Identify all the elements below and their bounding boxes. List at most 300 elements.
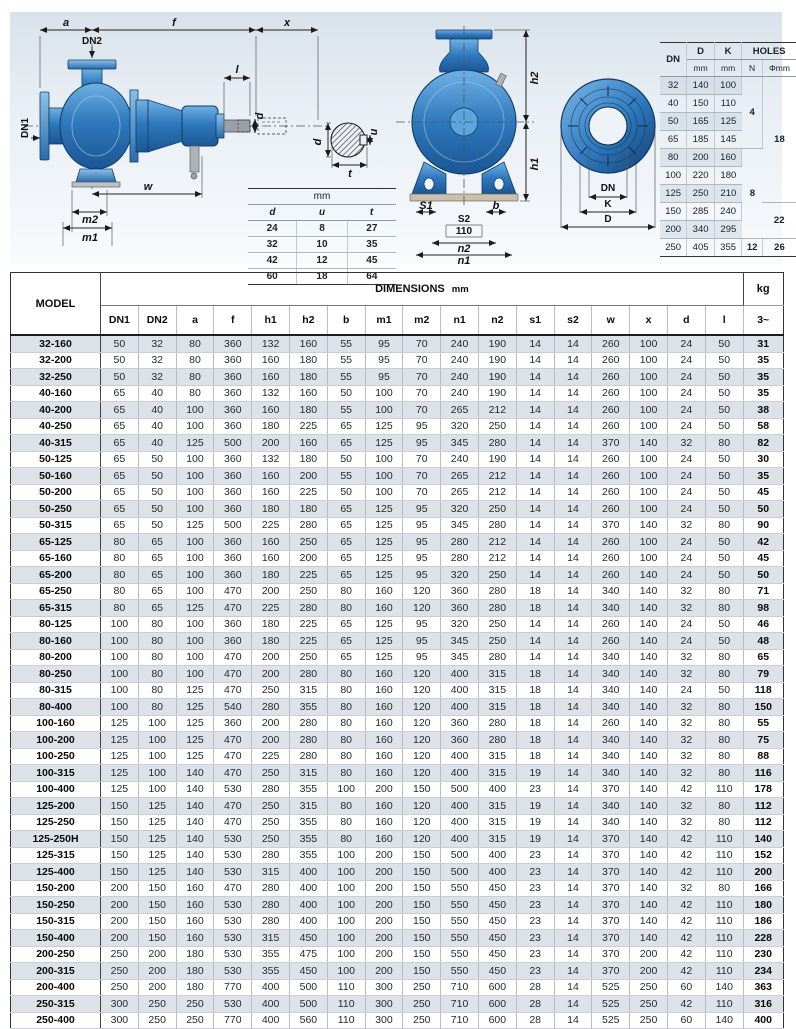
dim-cell: 470 bbox=[214, 649, 252, 666]
dim-cell: 14 bbox=[554, 765, 592, 782]
dimensions-table bbox=[10, 272, 784, 1029]
dim-cell: 32 bbox=[667, 748, 705, 765]
dim-cell: 400 bbox=[289, 897, 327, 914]
main-header-row-1 bbox=[11, 273, 784, 306]
model-cell: 200-315 bbox=[11, 963, 101, 980]
dim-cell: 300 bbox=[101, 1012, 139, 1029]
dim-cell: 355 bbox=[289, 847, 327, 864]
column-header: b bbox=[327, 306, 365, 336]
dim-cell: 14 bbox=[516, 451, 554, 468]
dim-cell: 50 bbox=[705, 418, 743, 435]
dim-cell: 125 bbox=[365, 517, 403, 534]
dim-cell: 14 bbox=[516, 484, 554, 501]
dim-cell: 42 bbox=[667, 963, 705, 980]
kg-cell: 112 bbox=[743, 798, 783, 815]
dim-cell: 140 bbox=[176, 814, 214, 831]
dim-cell: 14 bbox=[516, 550, 554, 567]
model-cell: 80-200 bbox=[11, 649, 101, 666]
dim-cell: 140 bbox=[630, 748, 668, 765]
model-cell: 150-315 bbox=[11, 913, 101, 930]
dim-cell: 470 bbox=[214, 732, 252, 749]
table-row bbox=[11, 897, 784, 914]
dim-cell: 32 bbox=[667, 880, 705, 897]
dim-cell: 150 bbox=[403, 781, 441, 798]
kg-cell: 152 bbox=[743, 847, 783, 864]
dim-cell: 180 bbox=[289, 451, 327, 468]
dim-cell: 65 bbox=[101, 517, 139, 534]
dim-cell: 250 bbox=[289, 649, 327, 666]
dim-cell: 370 bbox=[592, 880, 630, 897]
dim-cell: 18 bbox=[516, 666, 554, 683]
table-row bbox=[11, 600, 784, 617]
dim-cell: 80 bbox=[138, 699, 176, 716]
dim-cell: 260 bbox=[592, 352, 630, 369]
model-cell: 100-250 bbox=[11, 748, 101, 765]
shaft-section-drawing bbox=[312, 123, 380, 180]
dim-cell: 50 bbox=[705, 633, 743, 650]
dim-cell: 470 bbox=[214, 682, 252, 699]
dim-cell: 42 bbox=[667, 864, 705, 881]
dim-cell: 360 bbox=[214, 335, 252, 352]
dim-cell: 250 bbox=[252, 831, 290, 848]
dim-cell: 80 bbox=[101, 600, 139, 617]
kg-cell: 150 bbox=[743, 699, 783, 716]
kg-cell: 38 bbox=[743, 402, 783, 419]
dim-cell: 140 bbox=[630, 765, 668, 782]
d-cell: 405 bbox=[687, 239, 715, 257]
dim-cell: 14 bbox=[554, 963, 592, 980]
dim-cell: 250 bbox=[101, 979, 139, 996]
dim-cell: 360 bbox=[214, 352, 252, 369]
dim-cell: 560 bbox=[289, 1012, 327, 1029]
dim-cell: 55 bbox=[327, 402, 365, 419]
column-header: DN2 bbox=[138, 306, 176, 336]
table-row bbox=[11, 352, 784, 369]
column-header-n: N bbox=[742, 60, 763, 77]
dim-cell: 260 bbox=[592, 484, 630, 501]
dim-cell: 225 bbox=[289, 418, 327, 435]
dim-cell: 250 bbox=[630, 1012, 668, 1029]
dim-cell: 500 bbox=[441, 864, 479, 881]
dim-cell: 125 bbox=[101, 748, 139, 765]
dim-cell: 250 bbox=[403, 1012, 441, 1029]
dim-cell: 100 bbox=[101, 633, 139, 650]
dim-cell: 360 bbox=[214, 369, 252, 386]
dim-cell: 65 bbox=[101, 385, 139, 402]
dim-cell: 140 bbox=[630, 567, 668, 584]
model-cell: 80-250 bbox=[11, 666, 101, 683]
kg-cell: 186 bbox=[743, 913, 783, 930]
dim-cell: 140 bbox=[630, 880, 668, 897]
dim-cell: 14 bbox=[554, 781, 592, 798]
dim-cell: 50 bbox=[705, 682, 743, 699]
dim-cell: 32 bbox=[667, 600, 705, 617]
kg-cell: 79 bbox=[743, 666, 783, 683]
dim-cell: 345 bbox=[441, 649, 479, 666]
dim-cell: 225 bbox=[252, 748, 290, 765]
dim-cell: 260 bbox=[592, 402, 630, 419]
dimensions-header-text: DIMENSIONS bbox=[375, 283, 445, 295]
dim-label-n1: n1 bbox=[457, 255, 471, 267]
dim-cell: 355 bbox=[289, 814, 327, 831]
dim-cell: 60 bbox=[667, 979, 705, 996]
k-cell: 180 bbox=[714, 167, 742, 185]
dim-cell: 80 bbox=[705, 649, 743, 666]
dim-cell: 80 bbox=[176, 335, 214, 352]
dim-cell: 200 bbox=[252, 435, 290, 452]
dim-cell: 280 bbox=[252, 781, 290, 798]
dim-cell: 360 bbox=[214, 534, 252, 551]
model-cell: 80-160 bbox=[11, 633, 101, 650]
dim-cell: 160 bbox=[365, 831, 403, 848]
dim-cell: 65 bbox=[327, 435, 365, 452]
dim-cell: 160 bbox=[176, 930, 214, 947]
dim-cell: 550 bbox=[441, 913, 479, 930]
model-cell: 125-400 bbox=[11, 864, 101, 881]
dim-cell: 160 bbox=[176, 880, 214, 897]
dim-cell: 250 bbox=[252, 765, 290, 782]
dim-cell: 65 bbox=[138, 550, 176, 567]
dim-cell: 160 bbox=[365, 682, 403, 699]
dim-cell: 280 bbox=[289, 732, 327, 749]
dim-cell: 125 bbox=[365, 633, 403, 650]
dim-cell: 160 bbox=[289, 435, 327, 452]
flange-table-header-row-1 bbox=[660, 43, 796, 60]
dim-cell: 18 bbox=[516, 600, 554, 617]
dim-cell: 180 bbox=[176, 963, 214, 980]
table-row bbox=[11, 748, 784, 765]
dim-cell: 50 bbox=[705, 451, 743, 468]
dim-label-shaft-t: t bbox=[348, 168, 352, 180]
dim-cell: 28 bbox=[516, 979, 554, 996]
dim-cell: 120 bbox=[403, 583, 441, 600]
dim-cell: 550 bbox=[441, 963, 479, 980]
dim-cell: 14 bbox=[516, 534, 554, 551]
dim-cell: 120 bbox=[403, 682, 441, 699]
dim-cell: 450 bbox=[478, 963, 516, 980]
dim-cell: 470 bbox=[214, 880, 252, 897]
dim-label-m1: m1 bbox=[82, 232, 98, 244]
unit-label-mm-2: mm bbox=[714, 60, 742, 77]
dim-cell: 280 bbox=[289, 748, 327, 765]
dim-cell: 100 bbox=[138, 732, 176, 749]
dim-cell: 200 bbox=[365, 946, 403, 963]
dim-cell: 200 bbox=[101, 880, 139, 897]
dim-cell: 160 bbox=[365, 765, 403, 782]
dim-cell: 80 bbox=[138, 616, 176, 633]
dim-cell: 140 bbox=[176, 798, 214, 815]
dim-cell: 280 bbox=[478, 435, 516, 452]
dim-cell: 40 bbox=[138, 418, 176, 435]
dim-cell: 80 bbox=[705, 765, 743, 782]
dim-cell: 120 bbox=[403, 600, 441, 617]
dim-cell: 280 bbox=[441, 534, 479, 551]
dim-cell: 24 bbox=[667, 385, 705, 402]
table-row bbox=[11, 864, 784, 881]
kg-cell: 42 bbox=[743, 534, 783, 551]
dim-cell: 70 bbox=[403, 369, 441, 386]
dim-cell: 140 bbox=[630, 781, 668, 798]
dim-cell: 320 bbox=[441, 501, 479, 518]
shaft-cell: 32 bbox=[248, 237, 297, 253]
pump-side-body bbox=[40, 60, 250, 187]
dim-cell: 14 bbox=[554, 715, 592, 732]
dim-cell: 250 bbox=[403, 996, 441, 1013]
dim-cell: 32 bbox=[667, 583, 705, 600]
dim-cell: 340 bbox=[592, 649, 630, 666]
dim-cell: 32 bbox=[667, 699, 705, 716]
flange-body bbox=[561, 79, 655, 173]
dim-cell: 14 bbox=[554, 979, 592, 996]
dim-cell: 125 bbox=[138, 814, 176, 831]
dim-cell: 360 bbox=[214, 385, 252, 402]
dim-cell: 180 bbox=[176, 946, 214, 963]
dim-cell: 23 bbox=[516, 847, 554, 864]
dim-cell: 280 bbox=[478, 649, 516, 666]
dim-cell: 80 bbox=[705, 583, 743, 600]
dim-cell: 340 bbox=[592, 814, 630, 831]
kg-cell: 35 bbox=[743, 352, 783, 369]
k-cell: 295 bbox=[714, 221, 742, 239]
table-row bbox=[248, 221, 396, 237]
dim-cell: 14 bbox=[554, 352, 592, 369]
kg-cell: 71 bbox=[743, 583, 783, 600]
dim-cell: 360 bbox=[214, 451, 252, 468]
dim-cell: 80 bbox=[705, 814, 743, 831]
pump-front-view-drawing bbox=[392, 26, 550, 267]
dim-cell: 80 bbox=[176, 385, 214, 402]
dim-cell: 360 bbox=[214, 402, 252, 419]
dim-cell: 150 bbox=[138, 930, 176, 947]
dim-cell: 160 bbox=[252, 468, 290, 485]
dim-cell: 110 bbox=[327, 996, 365, 1013]
model-cell: 100-400 bbox=[11, 781, 101, 798]
dim-cell: 315 bbox=[289, 765, 327, 782]
holes-phi-cell: 22 bbox=[762, 203, 796, 239]
dim-cell: 18 bbox=[516, 682, 554, 699]
dim-cell: 260 bbox=[592, 385, 630, 402]
shaft-dimensions-table bbox=[248, 188, 396, 285]
dim-cell: 14 bbox=[554, 897, 592, 914]
k-cell: 100 bbox=[714, 77, 742, 95]
dim-cell: 80 bbox=[327, 748, 365, 765]
dim-cell: 200 bbox=[138, 979, 176, 996]
model-cell: 40-315 bbox=[11, 435, 101, 452]
dim-cell: 23 bbox=[516, 946, 554, 963]
kg-cell: 180 bbox=[743, 897, 783, 914]
kg-cell: 35 bbox=[743, 369, 783, 386]
dim-cell: 260 bbox=[592, 369, 630, 386]
dim-cell: 65 bbox=[327, 501, 365, 518]
dim-cell: 24 bbox=[667, 484, 705, 501]
dim-cell: 360 bbox=[214, 567, 252, 584]
dim-cell: 370 bbox=[592, 517, 630, 534]
dim-cell: 125 bbox=[365, 501, 403, 518]
dim-cell: 14 bbox=[516, 517, 554, 534]
dim-cell: 710 bbox=[441, 979, 479, 996]
table-row bbox=[11, 517, 784, 534]
column-header-holes: HOLES bbox=[742, 43, 796, 60]
dn-cell: 40 bbox=[660, 95, 687, 113]
dim-cell: 70 bbox=[403, 451, 441, 468]
dim-cell: 150 bbox=[403, 880, 441, 897]
column-header-t: t bbox=[347, 205, 396, 221]
model-cell: 250-315 bbox=[11, 996, 101, 1013]
dim-cell: 100 bbox=[176, 451, 214, 468]
dim-cell: 140 bbox=[705, 1012, 743, 1029]
dim-cell: 250 bbox=[252, 814, 290, 831]
dim-cell: 95 bbox=[365, 335, 403, 352]
column-header: h2 bbox=[289, 306, 327, 336]
dim-cell: 315 bbox=[252, 864, 290, 881]
dim-cell: 200 bbox=[365, 913, 403, 930]
dim-cell: 400 bbox=[478, 781, 516, 798]
dim-cell: 65 bbox=[327, 517, 365, 534]
dim-cell: 24 bbox=[667, 369, 705, 386]
dim-cell: 150 bbox=[403, 847, 441, 864]
dim-cell: 200 bbox=[252, 666, 290, 683]
dim-cell: 32 bbox=[667, 814, 705, 831]
dim-cell: 200 bbox=[289, 468, 327, 485]
dim-cell: 250 bbox=[252, 798, 290, 815]
dim-cell: 140 bbox=[630, 682, 668, 699]
dim-cell: 140 bbox=[176, 781, 214, 798]
dim-cell: 315 bbox=[252, 930, 290, 947]
dim-cell: 260 bbox=[592, 418, 630, 435]
dim-cell: 110 bbox=[705, 913, 743, 930]
dim-cell: 100 bbox=[176, 616, 214, 633]
dim-cell: 345 bbox=[441, 517, 479, 534]
model-cell: 32-250 bbox=[11, 369, 101, 386]
dim-cell: 250 bbox=[478, 418, 516, 435]
table-row bbox=[11, 765, 784, 782]
shaft-cell: 64 bbox=[347, 269, 396, 285]
dimensions-unit-text: mm bbox=[451, 284, 469, 295]
dim-cell: 450 bbox=[478, 897, 516, 914]
dim-cell: 110 bbox=[705, 831, 743, 848]
table-row bbox=[11, 369, 784, 386]
model-cell: 65-160 bbox=[11, 550, 101, 567]
dim-cell: 160 bbox=[252, 550, 290, 567]
kg-subheader: 3~ bbox=[743, 306, 783, 336]
dim-cell: 180 bbox=[252, 616, 290, 633]
table-row bbox=[11, 682, 784, 699]
dim-cell: 95 bbox=[365, 352, 403, 369]
dim-cell: 80 bbox=[327, 798, 365, 815]
dim-cell: 470 bbox=[214, 765, 252, 782]
model-cell: 65-200 bbox=[11, 567, 101, 584]
dim-cell: 24 bbox=[667, 501, 705, 518]
dim-cell: 125 bbox=[101, 781, 139, 798]
dim-cell: 160 bbox=[365, 814, 403, 831]
dim-cell: 14 bbox=[554, 649, 592, 666]
dim-cell: 14 bbox=[554, 930, 592, 947]
column-header: w bbox=[592, 306, 630, 336]
dim-cell: 18 bbox=[516, 732, 554, 749]
model-cell: 80-400 bbox=[11, 699, 101, 716]
dim-label-s1: S1 bbox=[419, 200, 433, 212]
dim-cell: 100 bbox=[327, 897, 365, 914]
d-cell: 250 bbox=[687, 185, 715, 203]
model-cell: 80-125 bbox=[11, 616, 101, 633]
kg-cell: 230 bbox=[743, 946, 783, 963]
model-cell: 125-315 bbox=[11, 847, 101, 864]
dim-cell: 200 bbox=[101, 897, 139, 914]
dim-cell: 250 bbox=[630, 996, 668, 1013]
kg-cell: 30 bbox=[743, 451, 783, 468]
dim-cell: 65 bbox=[327, 616, 365, 633]
kg-cell: 118 bbox=[743, 682, 783, 699]
dim-cell: 212 bbox=[478, 402, 516, 419]
dim-cell: 70 bbox=[403, 484, 441, 501]
dim-cell: 132 bbox=[252, 451, 290, 468]
column-header-D: D bbox=[687, 43, 715, 60]
dim-cell: 50 bbox=[327, 484, 365, 501]
dim-cell: 260 bbox=[592, 550, 630, 567]
dim-cell: 24 bbox=[667, 682, 705, 699]
dim-cell: 280 bbox=[252, 880, 290, 897]
dim-cell: 530 bbox=[214, 781, 252, 798]
dim-cell: 370 bbox=[592, 831, 630, 848]
flange-table-body bbox=[660, 77, 796, 257]
dim-cell: 160 bbox=[365, 600, 403, 617]
dim-cell: 125 bbox=[138, 798, 176, 815]
dim-cell: 200 bbox=[365, 847, 403, 864]
dim-cell: 212 bbox=[478, 468, 516, 485]
table-row bbox=[11, 880, 784, 897]
dim-cell: 140 bbox=[176, 864, 214, 881]
dim-cell: 200 bbox=[138, 963, 176, 980]
dim-cell: 370 bbox=[592, 913, 630, 930]
shaft-table-header-row bbox=[248, 205, 396, 221]
model-cell: 50-250 bbox=[11, 501, 101, 518]
dim-cell: 110 bbox=[327, 979, 365, 996]
model-cell: 100-315 bbox=[11, 765, 101, 782]
dim-cell: 250 bbox=[289, 583, 327, 600]
kg-cell: 112 bbox=[743, 814, 783, 831]
dim-cell: 370 bbox=[592, 781, 630, 798]
dim-cell: 250 bbox=[138, 996, 176, 1013]
dim-cell: 70 bbox=[403, 385, 441, 402]
kg-cell: 35 bbox=[743, 468, 783, 485]
dim-cell: 250 bbox=[630, 979, 668, 996]
dim-cell: 42 bbox=[667, 913, 705, 930]
dim-cell: 14 bbox=[554, 402, 592, 419]
dim-cell: 132 bbox=[252, 385, 290, 402]
dim-cell: 280 bbox=[289, 666, 327, 683]
dim-cell: 100 bbox=[630, 418, 668, 435]
dim-cell: 65 bbox=[327, 534, 365, 551]
dim-cell: 140 bbox=[630, 798, 668, 815]
dim-cell: 530 bbox=[214, 847, 252, 864]
dim-cell: 14 bbox=[554, 880, 592, 897]
dim-cell: 14 bbox=[554, 946, 592, 963]
dim-cell: 100 bbox=[630, 468, 668, 485]
dim-cell: 225 bbox=[252, 600, 290, 617]
dim-cell: 530 bbox=[214, 831, 252, 848]
dim-cell: 250 bbox=[252, 682, 290, 699]
dim-cell: 400 bbox=[252, 979, 290, 996]
dim-cell: 14 bbox=[554, 864, 592, 881]
dim-cell: 14 bbox=[554, 616, 592, 633]
dim-cell: 14 bbox=[554, 831, 592, 848]
dim-cell: 500 bbox=[289, 996, 327, 1013]
table-row bbox=[11, 963, 784, 980]
kg-cell: 82 bbox=[743, 435, 783, 452]
dim-cell: 100 bbox=[101, 649, 139, 666]
dim-cell: 250 bbox=[478, 616, 516, 633]
dim-cell: 50 bbox=[705, 534, 743, 551]
